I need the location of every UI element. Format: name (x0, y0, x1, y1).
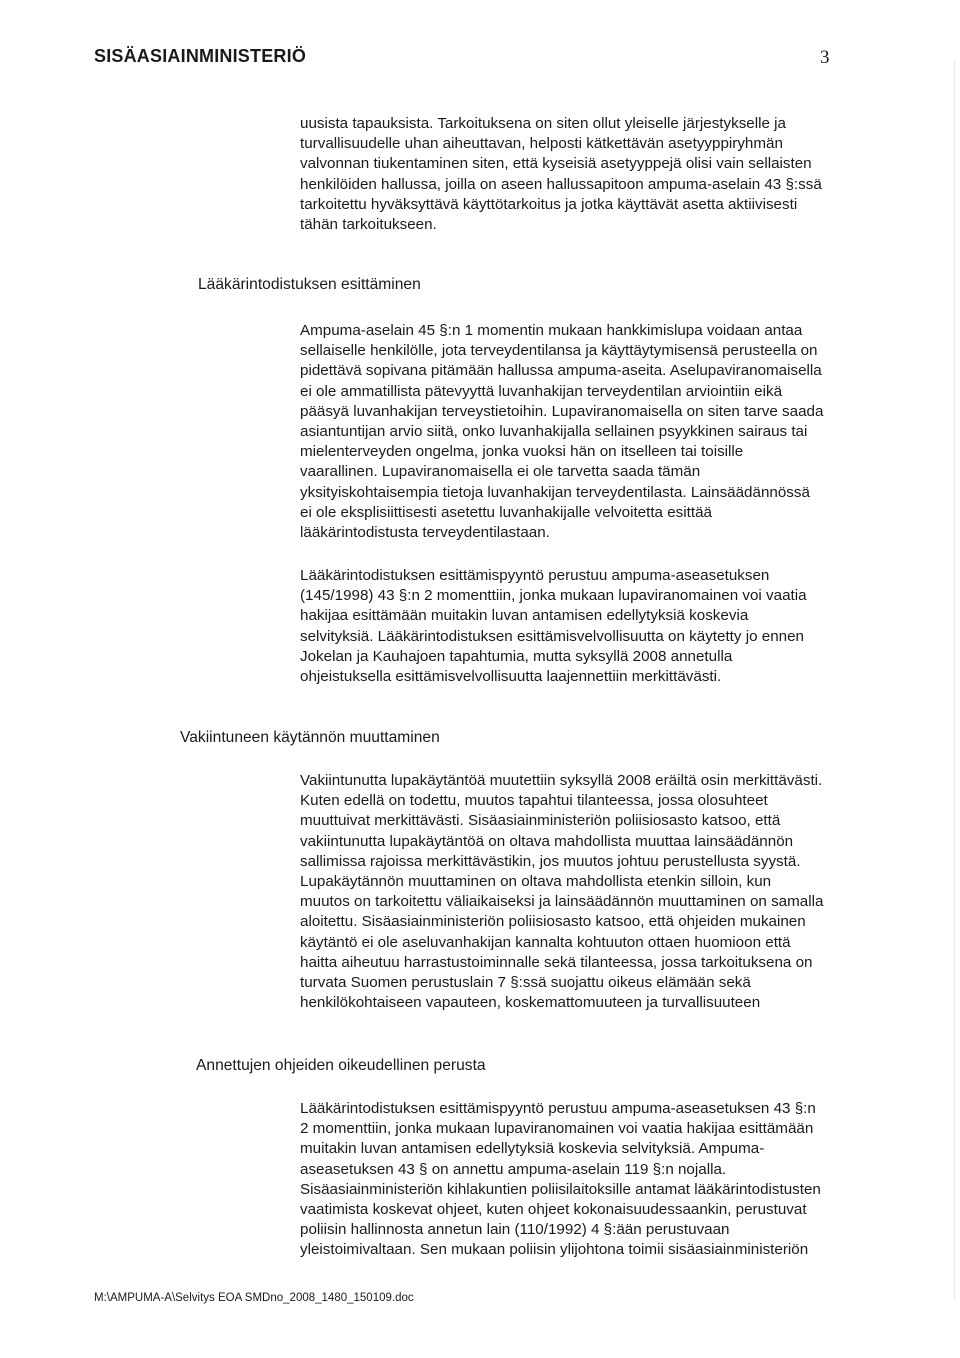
text-line: aseasetuksen 43 § on annettu ampuma-aselain 119 §:n nojalla. (300, 1160, 727, 1178)
text-line: haitta aiheutuu harrastustoiminnalle sekä tilanteessa, jossa tarkoituksena on (300, 953, 813, 971)
text-line: Vakiintunutta lupakäytäntöä muutettiin syksyllä 2008 eräiltä osin merkittävästi. (300, 772, 823, 789)
text-line: asiantuntijan arvio siitä, onko luvanhakijalla sellainen psyykkinen sairaus tai (300, 423, 808, 441)
text-line: muitakin luvan antamisen edellytyksiä koskevia selvityksiä. Ampuma- (300, 1140, 765, 1158)
text-line: poliisin hallinnosta annetun lain (110/1992) 4 §:ään perustuvaan (300, 1221, 730, 1239)
text-line: valvonnan tiukentaminen siten, että kyseisiä asetyyppejä olisi vain sellaisten (300, 155, 812, 173)
text-line: yksityiskohtaisempia tietoja luvanhakijan terveydentilasta. Lainsäädännössä (300, 483, 810, 501)
intro-paragraph (300, 114, 920, 235)
text-line: Lääkärintodistuksen esittämispyyntö perustuu ampuma-aseasetuksen 43 §:n (300, 1100, 816, 1117)
section3-paragraph-1 (300, 1099, 920, 1261)
text-line: tähän tarkoitukseen. (300, 216, 437, 234)
text-line: Kuten edellä on todettu, muutos tapahtui tilanteessa, jossa olosuhteet (300, 792, 768, 810)
text-line: pidettävä sopivana pitämään hallussa ampuma-aseita. Aselupaviranomaisella (300, 362, 822, 380)
text-line: henkilökohtaiseen vapauteen, koskemattomuuteen ja turvallisuuteen (300, 994, 761, 1012)
text-line: sellaiselle henkilölle, jota terveydentilansa ja käyttäytymisensä perusteella on (300, 342, 818, 360)
text-line: vaatimista koskevat ohjeet, kuten ohjeet kokonaisuudessaankin, perustuvat (300, 1201, 807, 1219)
section2-paragraph-1 (300, 771, 920, 1013)
text-line: muutos on tarkoitettu väliaikaiseksi ja lainsäädännön muuttaminen on samalla (300, 893, 824, 911)
text-line: ei ole eksplisiittisesti asetettu luvanhakijalle velvoitetta esittää (300, 503, 712, 521)
text-line: uusista tapauksista. Tarkoituksena on siten ollut yleiselle järjestykselle ja (300, 115, 786, 132)
text-line: turvata Suomen perustuslain 7 §:ssä suojattu oikeus elämään sekä (300, 974, 751, 992)
text-line: käytäntö ei ole aseluvanhakijan kannalta kohtuuton ottaen huomioon että (300, 933, 791, 951)
text-line: 2 momenttiin, jonka mukaan lupaviranomainen voi vaatia hakijaa esittämään (300, 1120, 814, 1138)
text-line: sallimissa rajoissa merkittävästikin, jos muutos johtuu perustellusta syystä. (300, 852, 801, 870)
page-edge-line (954, 60, 955, 1300)
organization-header: SISÄASIAINMINISTERIÖ (94, 46, 307, 66)
section-heading-practice-change: Vakiintuneen käytännön muuttaminen (180, 729, 440, 746)
text-line: aloitettu. Sisäasiainministeriön poliisiosasto katsoo, että ohjeiden mukainen (300, 913, 806, 931)
page-number: 3 (820, 47, 830, 68)
text-line: mielenterveyden ongelma, jonka vuoksi hän on itselleen tai toisille (300, 443, 744, 461)
text-line: tarkoitettu hyväksyttävä käyttötarkoitus ja jotka käyttävät asetta aktiivisesti (300, 195, 798, 213)
footer-file-path: M:\AMPUMA-A\Selvitys EOA SMDno_2008_1480_150109.doc (94, 1292, 414, 1304)
text-line: turvallisuudelle uhan aiheuttavan, helposti kätkettävän asetyyppiryhmän (300, 135, 783, 153)
text-line: pääsyä luvanhakijan terveystietoihin. Lupaviranomaisella on siten tarve saada (300, 402, 824, 420)
section-heading-legal-basis: Annettujen ohjeiden oikeudellinen perusta (196, 1057, 486, 1074)
text-line: ei ole ammatillista pätevyyttä luvanhakijan terveydentilan arviointiin eikä (300, 382, 783, 400)
section-heading-medical-certificate: Lääkärintodistuksen esittäminen (198, 276, 421, 293)
text-line: lääkärintodistusta terveydentilastaan. (300, 524, 550, 542)
text-line: muuttuivat merkittävästi. Sisäasiainministeriön poliisiosasto katsoo, että (300, 812, 781, 830)
text-line: ohjeistuksella esittämisvelvollisuutta laajennettiin merkittävästi. (300, 668, 722, 686)
text-line: selvityksiä. Lääkärintodistuksen esittämisvelvollisuutta on käytetty jo ennen (300, 627, 804, 645)
section1-paragraph-2 (300, 566, 920, 687)
text-line: Lupakäytännön muuttaminen on oltava mahdollista etenkin silloin, kun (300, 873, 772, 891)
text-line: henkilöiden hallussa, joilla on aseen hallussapitoon ampuma-aselain 43 §:ssä (300, 175, 822, 193)
text-line: vakiintunutta lupakäytäntöä on oltava mahdollista muuttaa lainsäädännön (300, 832, 794, 850)
text-line: vaarallinen. Lupaviranomaisella ei ole tarvetta saada tämän (300, 463, 701, 481)
text-line: (145/1998) 43 §:n 2 momenttiin, jonka mukaan lupaviranomainen voi vaatia (300, 587, 807, 605)
section1-paragraph-1 (300, 321, 920, 543)
text-line: yleistoimivaltaan. Sen mukaan poliisin ylijohtona toimii sisäasiainministeriön (300, 1241, 809, 1259)
text-line: Sisäasiainministeriön kihlakuntien poliisilaitoksille antamat lääkärintodistusten (300, 1180, 821, 1198)
text-line: Ampuma-aselain 45 §:n 1 momentin mukaan hankkimislupa voidaan antaa (300, 322, 803, 339)
text-line: Jokelan ja Kauhajoen tapahtumia, mutta syksyllä 2008 annetulla (300, 647, 733, 665)
text-line: hakijaa esittämään muitakin luvan antamisen edellytyksiä koskevia (300, 607, 749, 625)
text-line: Lääkärintodistuksen esittämispyyntö perustuu ampuma-aseasetuksen (300, 567, 770, 584)
